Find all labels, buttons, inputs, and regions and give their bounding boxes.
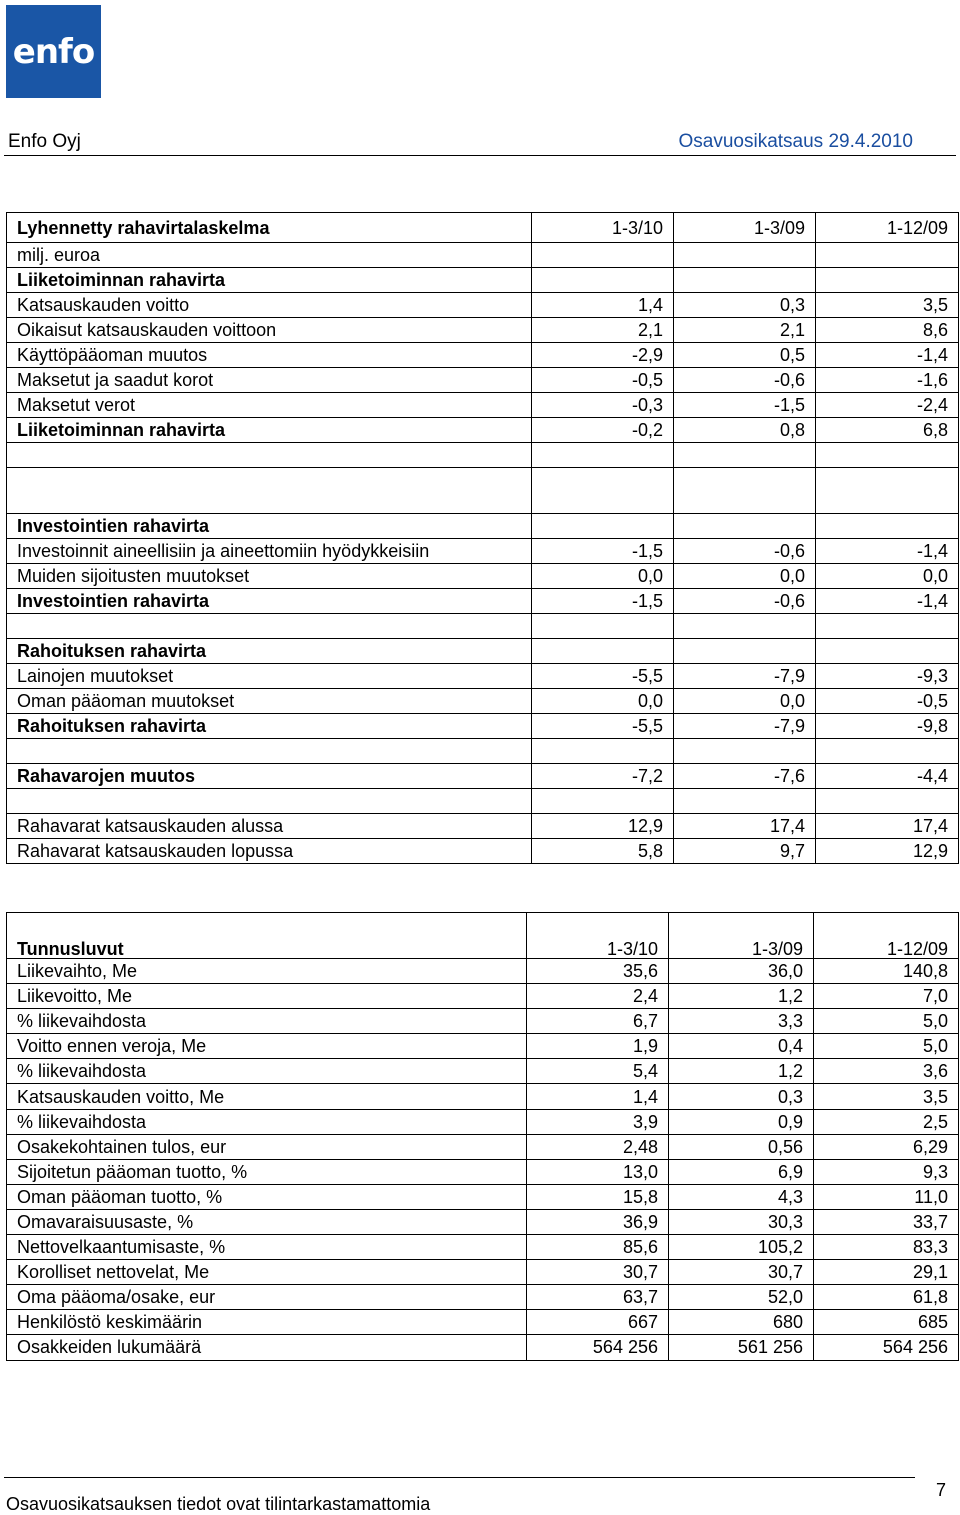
- empty-cell: [674, 789, 816, 814]
- row-value: -5,5: [532, 714, 674, 739]
- column-header: 1-3/09: [669, 913, 814, 959]
- row-value: 33,7: [814, 1209, 959, 1234]
- table-row: [7, 1084, 959, 1109]
- row-label: Omavaraisuusaste, %: [7, 1209, 527, 1234]
- row-value: 2,1: [674, 318, 816, 343]
- row-value: -7,9: [674, 664, 816, 689]
- table-row: [7, 418, 959, 443]
- enfo-logo: [6, 5, 101, 98]
- row-label: Sijoitetun pääoman tuotto, %: [7, 1159, 527, 1184]
- column-header: 1-12/09: [816, 213, 959, 243]
- row-value: 6,7: [527, 1009, 669, 1034]
- row-value: -0,6: [674, 589, 816, 614]
- table-row: [7, 539, 959, 564]
- row-value: 2,1: [532, 318, 674, 343]
- section-heading: Rahoituksen rahavirta: [7, 639, 532, 664]
- row-value: 11,0: [814, 1184, 959, 1209]
- table-row: [7, 984, 959, 1009]
- report-title: Osavuosikatsaus 29.4.2010: [678, 131, 913, 152]
- row-label: Oikaisut katsauskauden voittoon: [7, 318, 532, 343]
- column-header: 1-12/09: [814, 913, 959, 959]
- row-value: 105,2: [669, 1235, 814, 1260]
- row-value: -7,6: [674, 764, 816, 789]
- table-row: [7, 913, 959, 959]
- row-label: Rahoituksen rahavirta: [7, 714, 532, 739]
- row-value: 2,5: [814, 1109, 959, 1134]
- row-value: 0,0: [674, 564, 816, 589]
- row-value: 0,3: [674, 293, 816, 318]
- row-value: 61,8: [814, 1285, 959, 1310]
- row-label: % liikevaihdosta: [7, 1059, 527, 1084]
- empty-cell: [816, 739, 959, 764]
- table-row: [7, 839, 959, 864]
- empty-cell: [816, 243, 959, 268]
- row-value: -7,9: [674, 714, 816, 739]
- row-value: 29,1: [814, 1260, 959, 1285]
- row-value: 30,7: [669, 1260, 814, 1285]
- row-value: 1,4: [527, 1084, 669, 1109]
- empty-cell: [532, 468, 674, 514]
- row-value: -1,4: [816, 589, 959, 614]
- empty-cell: [7, 789, 532, 814]
- row-label: Henkilöstö keskimäärin: [7, 1310, 527, 1335]
- row-value: 12,9: [532, 814, 674, 839]
- row-value: -9,8: [816, 714, 959, 739]
- cashflow-table: [6, 212, 959, 864]
- table-row: [7, 393, 959, 418]
- empty-cell: [816, 614, 959, 639]
- row-value: -0,6: [674, 368, 816, 393]
- table-row: [7, 664, 959, 689]
- row-label: Rahavarat katsauskauden alussa: [7, 814, 532, 839]
- empty-cell: [816, 514, 959, 539]
- row-value: -0,2: [532, 418, 674, 443]
- empty-cell: [532, 739, 674, 764]
- row-label: Lainojen muutokset: [7, 664, 532, 689]
- empty-cell: [7, 443, 532, 468]
- row-label: Rahavarat katsauskauden lopussa: [7, 839, 532, 864]
- row-value: 0,0: [532, 689, 674, 714]
- row-value: 1,4: [532, 293, 674, 318]
- row-value: -1,4: [816, 343, 959, 368]
- row-value: 0,56: [669, 1134, 814, 1159]
- section-heading: Liiketoiminnan rahavirta: [7, 268, 532, 293]
- row-value: -1,4: [816, 539, 959, 564]
- row-value: 9,7: [674, 839, 816, 864]
- row-value: 1,9: [527, 1034, 669, 1059]
- table-row: [7, 1059, 959, 1084]
- row-label: Investointien rahavirta: [7, 589, 532, 614]
- row-label: % liikevaihdosta: [7, 1009, 527, 1034]
- table-row: [7, 514, 959, 539]
- table-title: Lyhennetty rahavirtalaskelma: [7, 213, 532, 243]
- table-row: [7, 714, 959, 739]
- row-value: -7,2: [532, 764, 674, 789]
- table-row: [7, 368, 959, 393]
- row-value: 35,6: [527, 959, 669, 984]
- row-label: Rahavarojen muutos: [7, 764, 532, 789]
- table-row: [7, 1285, 959, 1310]
- unit-label: milj. euroa: [7, 243, 532, 268]
- row-value: 8,6: [816, 318, 959, 343]
- row-label: Liikevoitto, Me: [7, 984, 527, 1009]
- row-value: -1,5: [674, 393, 816, 418]
- row-value: 12,9: [816, 839, 959, 864]
- empty-cell: [532, 614, 674, 639]
- row-value: -2,9: [532, 343, 674, 368]
- table-title: Tunnusluvut: [7, 913, 527, 959]
- row-value: -2,4: [816, 393, 959, 418]
- table-row: [7, 614, 959, 639]
- empty-cell: [7, 739, 532, 764]
- kpi-table: [6, 912, 959, 1361]
- table-row: [7, 243, 959, 268]
- table-row: [7, 468, 959, 514]
- row-value: 0,9: [669, 1109, 814, 1134]
- row-value: -0,3: [532, 393, 674, 418]
- row-label: % liikevaihdosta: [7, 1109, 527, 1134]
- row-label: Voitto ennen veroja, Me: [7, 1034, 527, 1059]
- row-value: 5,0: [814, 1034, 959, 1059]
- row-value: 561 256: [669, 1335, 814, 1360]
- row-value: 13,0: [527, 1159, 669, 1184]
- company-name: Enfo Oyj: [8, 131, 81, 152]
- table-row: [7, 1009, 959, 1034]
- table-row: [7, 1235, 959, 1260]
- row-value: 0,0: [674, 689, 816, 714]
- table-row: [7, 1335, 959, 1360]
- table-row: [7, 564, 959, 589]
- empty-cell: [532, 268, 674, 293]
- empty-cell: [674, 614, 816, 639]
- row-value: 6,9: [669, 1159, 814, 1184]
- row-value: 3,5: [814, 1084, 959, 1109]
- row-value: 0,4: [669, 1034, 814, 1059]
- table-row: [7, 1260, 959, 1285]
- row-value: 3,5: [816, 293, 959, 318]
- row-value: 9,3: [814, 1159, 959, 1184]
- table-row: [7, 959, 959, 984]
- row-value: -4,4: [816, 764, 959, 789]
- table-row: [7, 343, 959, 368]
- row-label: Katsauskauden voitto: [7, 293, 532, 318]
- row-value: 3,3: [669, 1009, 814, 1034]
- row-value: 5,4: [527, 1059, 669, 1084]
- row-value: 4,3: [669, 1184, 814, 1209]
- row-value: 1,2: [669, 984, 814, 1009]
- empty-cell: [674, 739, 816, 764]
- row-label: Osakekohtainen tulos, eur: [7, 1134, 527, 1159]
- row-label: Oman pääoman tuotto, %: [7, 1184, 527, 1209]
- row-label: Muiden sijoitusten muutokset: [7, 564, 532, 589]
- row-value: 6,8: [816, 418, 959, 443]
- row-value: 3,6: [814, 1059, 959, 1084]
- table-row: [7, 739, 959, 764]
- table-row: [7, 268, 959, 293]
- row-value: 667: [527, 1310, 669, 1335]
- table-row: [7, 1134, 959, 1159]
- row-value: -0,6: [674, 539, 816, 564]
- row-value: 15,8: [527, 1184, 669, 1209]
- row-value: 564 256: [814, 1335, 959, 1360]
- row-value: 5,8: [532, 839, 674, 864]
- table-row: [7, 639, 959, 664]
- table-row: [7, 1209, 959, 1234]
- empty-cell: [532, 639, 674, 664]
- table-row: [7, 1184, 959, 1209]
- row-value: 1,2: [669, 1059, 814, 1084]
- empty-cell: [816, 268, 959, 293]
- table-row: [7, 1034, 959, 1059]
- row-value: -0,5: [532, 368, 674, 393]
- table-row: [7, 213, 959, 243]
- row-value: 140,8: [814, 959, 959, 984]
- empty-cell: [674, 243, 816, 268]
- row-value: 17,4: [674, 814, 816, 839]
- row-label: Korolliset nettovelat, Me: [7, 1260, 527, 1285]
- table-row: [7, 589, 959, 614]
- empty-cell: [532, 443, 674, 468]
- empty-cell: [674, 268, 816, 293]
- row-value: 36,0: [669, 959, 814, 984]
- empty-cell: [674, 514, 816, 539]
- row-value: 7,0: [814, 984, 959, 1009]
- row-label: Käyttöpääoman muutos: [7, 343, 532, 368]
- row-value: 5,0: [814, 1009, 959, 1034]
- table-row: [7, 1310, 959, 1335]
- table-row: [7, 764, 959, 789]
- row-label: Investoinnit aineellisiin ja aineettomiin hyödykkeisiin: [7, 539, 532, 564]
- table-row: [7, 318, 959, 343]
- empty-cell: [532, 789, 674, 814]
- empty-cell: [532, 514, 674, 539]
- row-value: 0,0: [816, 564, 959, 589]
- row-value: 0,8: [674, 418, 816, 443]
- row-label: Osakkeiden lukumäärä: [7, 1335, 527, 1360]
- row-value: 36,9: [527, 1209, 669, 1234]
- row-value: 3,9: [527, 1109, 669, 1134]
- table-row: [7, 814, 959, 839]
- row-label: Maksetut verot: [7, 393, 532, 418]
- table-row: [7, 689, 959, 714]
- row-value: -1,5: [532, 539, 674, 564]
- row-value: 2,48: [527, 1134, 669, 1159]
- empty-cell: [674, 639, 816, 664]
- empty-cell: [674, 468, 816, 514]
- row-value: 63,7: [527, 1285, 669, 1310]
- table-row: [7, 293, 959, 318]
- empty-cell: [7, 468, 532, 514]
- row-value: 564 256: [527, 1335, 669, 1360]
- row-label: Liikevaihto, Me: [7, 959, 527, 984]
- row-label: Nettovelkaantumisaste, %: [7, 1235, 527, 1260]
- page-number: 7: [935, 1480, 946, 1500]
- row-value: 17,4: [816, 814, 959, 839]
- footer-divider: [4, 1477, 915, 1478]
- table-row: [7, 443, 959, 468]
- row-value: 30,7: [527, 1260, 669, 1285]
- row-label: Maksetut ja saadut korot: [7, 368, 532, 393]
- section-heading: Investointien rahavirta: [7, 514, 532, 539]
- table-row: [7, 789, 959, 814]
- row-value: 85,6: [527, 1235, 669, 1260]
- row-value: -0,5: [816, 689, 959, 714]
- row-value: 30,3: [669, 1209, 814, 1234]
- row-value: 685: [814, 1310, 959, 1335]
- row-value: 0,5: [674, 343, 816, 368]
- logo-text: enfo: [12, 31, 95, 72]
- empty-cell: [816, 639, 959, 664]
- header-divider: [4, 155, 956, 156]
- empty-cell: [532, 243, 674, 268]
- footer-note: Osavuosikatsauksen tiedot ovat tilintarkastamattomia: [6, 1494, 431, 1514]
- row-label: Liiketoiminnan rahavirta: [7, 418, 532, 443]
- table-row: [7, 1109, 959, 1134]
- row-value: -5,5: [532, 664, 674, 689]
- row-value: 680: [669, 1310, 814, 1335]
- row-value: 2,4: [527, 984, 669, 1009]
- row-value: -9,3: [816, 664, 959, 689]
- column-header: 1-3/10: [532, 213, 674, 243]
- row-value: -1,5: [532, 589, 674, 614]
- row-label: Oman pääoman muutokset: [7, 689, 532, 714]
- empty-cell: [816, 468, 959, 514]
- row-value: 52,0: [669, 1285, 814, 1310]
- row-value: -1,6: [816, 368, 959, 393]
- empty-cell: [816, 443, 959, 468]
- table-row: [7, 1159, 959, 1184]
- column-header: 1-3/09: [674, 213, 816, 243]
- empty-cell: [7, 614, 532, 639]
- row-value: 0,3: [669, 1084, 814, 1109]
- column-header: 1-3/10: [527, 913, 669, 959]
- empty-cell: [674, 443, 816, 468]
- row-label: Katsauskauden voitto, Me: [7, 1084, 527, 1109]
- row-label: Oma pääoma/osake, eur: [7, 1285, 527, 1310]
- row-value: 83,3: [814, 1235, 959, 1260]
- empty-cell: [816, 789, 959, 814]
- row-value: 6,29: [814, 1134, 959, 1159]
- row-value: 0,0: [532, 564, 674, 589]
